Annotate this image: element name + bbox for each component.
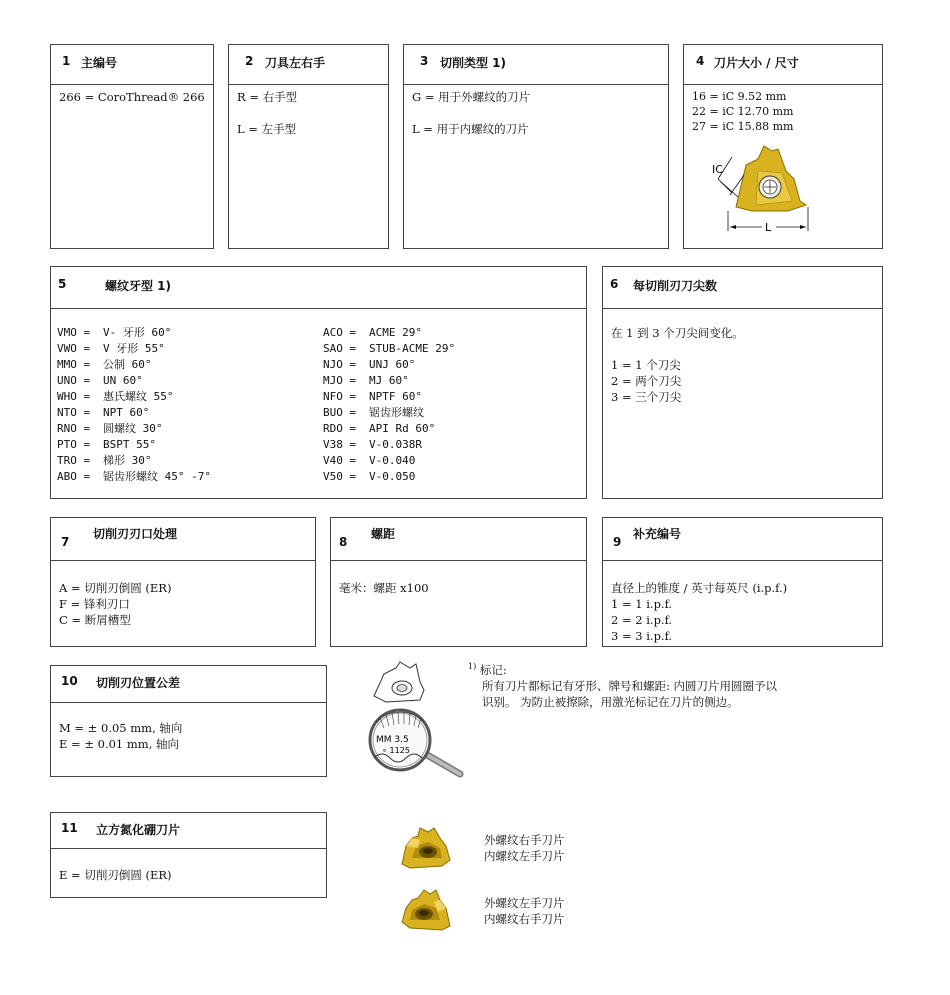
field-line: 266 = CoroThread® 266 — [59, 90, 205, 104]
thread-profile-code: TRO = — [57, 454, 91, 467]
thread-profile-row — [323, 325, 583, 341]
thread-profile-value: 锯齿形螺纹 45° -7° — [103, 470, 211, 483]
field-11-body — [59, 867, 320, 883]
field-1-header — [51, 45, 213, 85]
field-number: 2 — [245, 54, 254, 68]
thread-profile-row — [323, 469, 583, 485]
field-number: 8 — [339, 535, 348, 549]
field-2-body — [237, 89, 382, 137]
field-2-header — [229, 45, 388, 85]
dim-l-label: L — [765, 221, 772, 234]
field-number: 3 — [420, 54, 429, 68]
field-number: 1 — [62, 54, 71, 68]
field-line: 16 = iC 9.52 mm — [692, 90, 787, 103]
thread-profile-value: ACME 29° — [369, 326, 422, 339]
field-7-box — [50, 517, 316, 647]
thread-profile-code: V40 = — [323, 454, 357, 467]
thread-profile-code: V50 = — [323, 470, 357, 483]
field-line: R = 右手型 — [237, 90, 298, 104]
thread-profile-code: MJO = — [323, 374, 357, 387]
field-title: 螺纹牙型 1) — [105, 279, 172, 293]
field-8-header — [331, 518, 586, 561]
thread-profile-value: MJ 60° — [369, 374, 409, 387]
thread-profile-row — [323, 405, 583, 421]
insert-dimension-diagram — [712, 141, 822, 241]
footnote-line: 所有刀片都标记有牙形、牌号和螺距: 内圆刀片用圆圈予以 — [482, 678, 778, 693]
field-number: 11 — [61, 821, 78, 835]
dim-ic-label: IC — [712, 163, 723, 176]
field-number: 5 — [58, 277, 67, 291]
thread-profile-row — [323, 389, 583, 405]
thread-profile-value: UN 60° — [103, 374, 143, 387]
thread-profile-list-right — [323, 325, 583, 485]
footnote — [468, 659, 868, 710]
field-10-box — [50, 665, 327, 777]
thread-profile-row — [57, 437, 317, 453]
field-number: 10 — [61, 674, 78, 688]
thread-profile-value: V 牙形 55° — [103, 342, 165, 355]
field-title: 切削刃位置公差 — [96, 676, 181, 690]
field-line: 毫米：螺距 x100 — [339, 581, 429, 595]
field-title: 刀片大小 / 尺寸 — [714, 56, 799, 70]
thread-profile-value: NPTF 60° — [369, 390, 422, 403]
footnote-line: 识别。 为防止被擦除，用激光标记在刀片的侧边。 — [482, 694, 739, 709]
field-6-box — [602, 266, 883, 499]
thread-profile-value: API Rd 60° — [369, 422, 436, 435]
insert-label-line: 外螺纹右手刀片 — [484, 833, 565, 847]
field-title: 螺距 — [371, 527, 396, 541]
field-10-header — [51, 666, 326, 703]
field-9-header — [603, 518, 882, 561]
field-7-body — [59, 580, 309, 628]
thread-profile-code: WHO = — [57, 390, 91, 403]
thread-profile-value: V-0.040 — [369, 454, 416, 467]
thread-profile-value: 公制 60° — [103, 358, 152, 371]
field-line: 1 = 1 i.p.f. — [611, 597, 673, 611]
thread-profile-row — [57, 357, 317, 373]
field-number: 9 — [613, 535, 622, 549]
thread-profile-list-left — [57, 325, 317, 485]
thread-profile-value: NPT 60° — [103, 406, 150, 419]
field-line: M = ± 0.05 mm, 轴向 — [59, 721, 183, 735]
thread-profile-value: V-0.038R — [369, 438, 422, 451]
field-11-header — [51, 813, 326, 849]
field-10-body — [59, 720, 320, 752]
field-11-box — [50, 812, 327, 898]
field-6-body — [611, 325, 876, 405]
thread-profile-row — [323, 437, 583, 453]
insert-label-line: 内螺纹右手刀片 — [484, 912, 565, 926]
thread-profile-value: BSPT 55° — [103, 438, 156, 451]
thread-profile-row — [323, 421, 583, 437]
field-number: 6 — [610, 277, 619, 291]
field-4-header — [684, 45, 882, 85]
thread-profile-code: PTO = — [57, 438, 91, 451]
field-5-box — [50, 266, 587, 499]
magnifier-text-line: ∘ 1125 — [382, 746, 410, 755]
field-7-header — [51, 518, 315, 561]
footnote-marker: 1) — [468, 662, 477, 671]
field-number: 4 — [696, 54, 705, 68]
field-1-box — [50, 44, 214, 249]
thread-profile-row — [57, 405, 317, 421]
field-line: 2 = 两个刀尖 — [611, 374, 682, 388]
field-line: L = 用于内螺纹的刀片 — [412, 122, 529, 136]
footnote-heading: 标记: — [479, 662, 507, 677]
field-line: 2 = 2 i.p.f. — [611, 613, 673, 627]
field-line: F = 锋利刃口 — [59, 597, 130, 611]
field-line: G = 用于外螺纹的刀片 — [412, 90, 531, 104]
field-line: 直径上的锥度 / 英寸每英尺 (i.p.f.) — [611, 581, 788, 595]
field-9-body — [611, 580, 876, 644]
marking-magnifier-illustration — [356, 660, 466, 780]
field-3-box — [403, 44, 669, 249]
field-intro: 在 1 到 3 个刀尖间变化。 — [611, 326, 744, 340]
field-title: 补充编号 — [633, 527, 682, 541]
thread-profile-row — [57, 453, 317, 469]
field-1-body — [59, 89, 207, 105]
thread-profile-value: UNJ 60° — [369, 358, 416, 371]
field-4-box — [683, 44, 883, 249]
field-9-box — [602, 517, 883, 647]
field-6-header — [603, 267, 882, 309]
field-line: 3 = 三个刀尖 — [611, 390, 682, 404]
thread-profile-code: BUO = — [323, 406, 357, 419]
field-title: 刀具左右手 — [265, 56, 326, 70]
field-title: 主编号 — [81, 56, 118, 70]
field-line: 1 = 1 个刀尖 — [611, 358, 681, 372]
field-line: L = 左手型 — [237, 122, 297, 136]
field-3-header — [404, 45, 668, 85]
thread-profile-code: VWO = — [57, 342, 91, 355]
thread-profile-row — [323, 453, 583, 469]
field-3-body — [412, 89, 662, 137]
thread-profile-row — [323, 357, 583, 373]
field-title: 每切削刃刀尖数 — [633, 279, 718, 293]
thread-profile-row — [323, 341, 583, 357]
field-2-box — [228, 44, 389, 249]
thread-profile-code: MMO = — [57, 358, 91, 371]
thread-profile-value: 圆螺纹 30° — [103, 422, 163, 435]
field-title: 切削类型 1) — [440, 56, 507, 70]
field-line: A = 切削刃倒圆 (ER) — [59, 581, 172, 595]
magnifier-text-line: MM 3.5 — [376, 735, 409, 745]
thread-profile-code: NJO = — [323, 358, 357, 371]
field-title: 切削刃刃口处理 — [93, 527, 178, 541]
thread-profile-row — [57, 341, 317, 357]
thread-profile-row — [57, 469, 317, 485]
field-4-body — [692, 89, 876, 134]
thread-profile-row — [57, 373, 317, 389]
insert-label-line: 内螺纹左手刀片 — [484, 849, 565, 863]
thread-profile-code: NFO = — [323, 390, 357, 403]
thread-profile-code: ACO = — [323, 326, 357, 339]
thread-profile-value: 锯齿形螺纹 — [369, 406, 424, 419]
field-8-body — [339, 580, 580, 596]
field-title: 立方氮化硼刀片 — [96, 823, 181, 837]
field-line: E = ± 0.01 mm, 轴向 — [59, 737, 180, 751]
thread-profile-code: NTO = — [57, 406, 91, 419]
field-line: E = 切削刃倒圆 (ER) — [59, 868, 172, 882]
thread-profile-row — [323, 373, 583, 389]
thread-profile-code: RNO = — [57, 422, 91, 435]
thread-profile-value: STUB-ACME 29° — [369, 342, 456, 355]
insert-label-line: 外螺纹左手刀片 — [484, 896, 565, 910]
thread-profile-value: 惠氏螺纹 55° — [103, 390, 174, 403]
thread-profile-code: V38 = — [323, 438, 357, 451]
thread-profile-value: V-0.050 — [369, 470, 416, 483]
field-line: 27 = iC 15.88 mm — [692, 120, 794, 133]
thread-profile-code: SAO = — [323, 342, 357, 355]
field-line: 3 = 3 i.p.f. — [611, 629, 673, 643]
thread-profile-row — [57, 325, 317, 341]
thread-profile-code: ABO = — [57, 470, 91, 483]
field-line: 22 = iC 12.70 mm — [692, 105, 794, 118]
insert-2-label — [484, 895, 565, 927]
thread-profile-row — [57, 389, 317, 405]
field-8-box — [330, 517, 587, 647]
thread-profile-code: UNO = — [57, 374, 91, 387]
insert-image-2 — [398, 886, 454, 932]
field-line: C = 断屑槽型 — [59, 613, 131, 627]
thread-profile-code: RDO = — [323, 422, 357, 435]
thread-profile-row — [57, 421, 317, 437]
thread-profile-value: 梯形 30° — [103, 454, 152, 467]
field-5-header — [51, 267, 586, 309]
insert-1-label — [484, 832, 565, 864]
thread-profile-value: V- 牙形 60° — [103, 326, 172, 339]
insert-image-1 — [398, 824, 454, 870]
field-number: 7 — [61, 535, 70, 549]
thread-profile-code: VMO = — [57, 326, 91, 339]
